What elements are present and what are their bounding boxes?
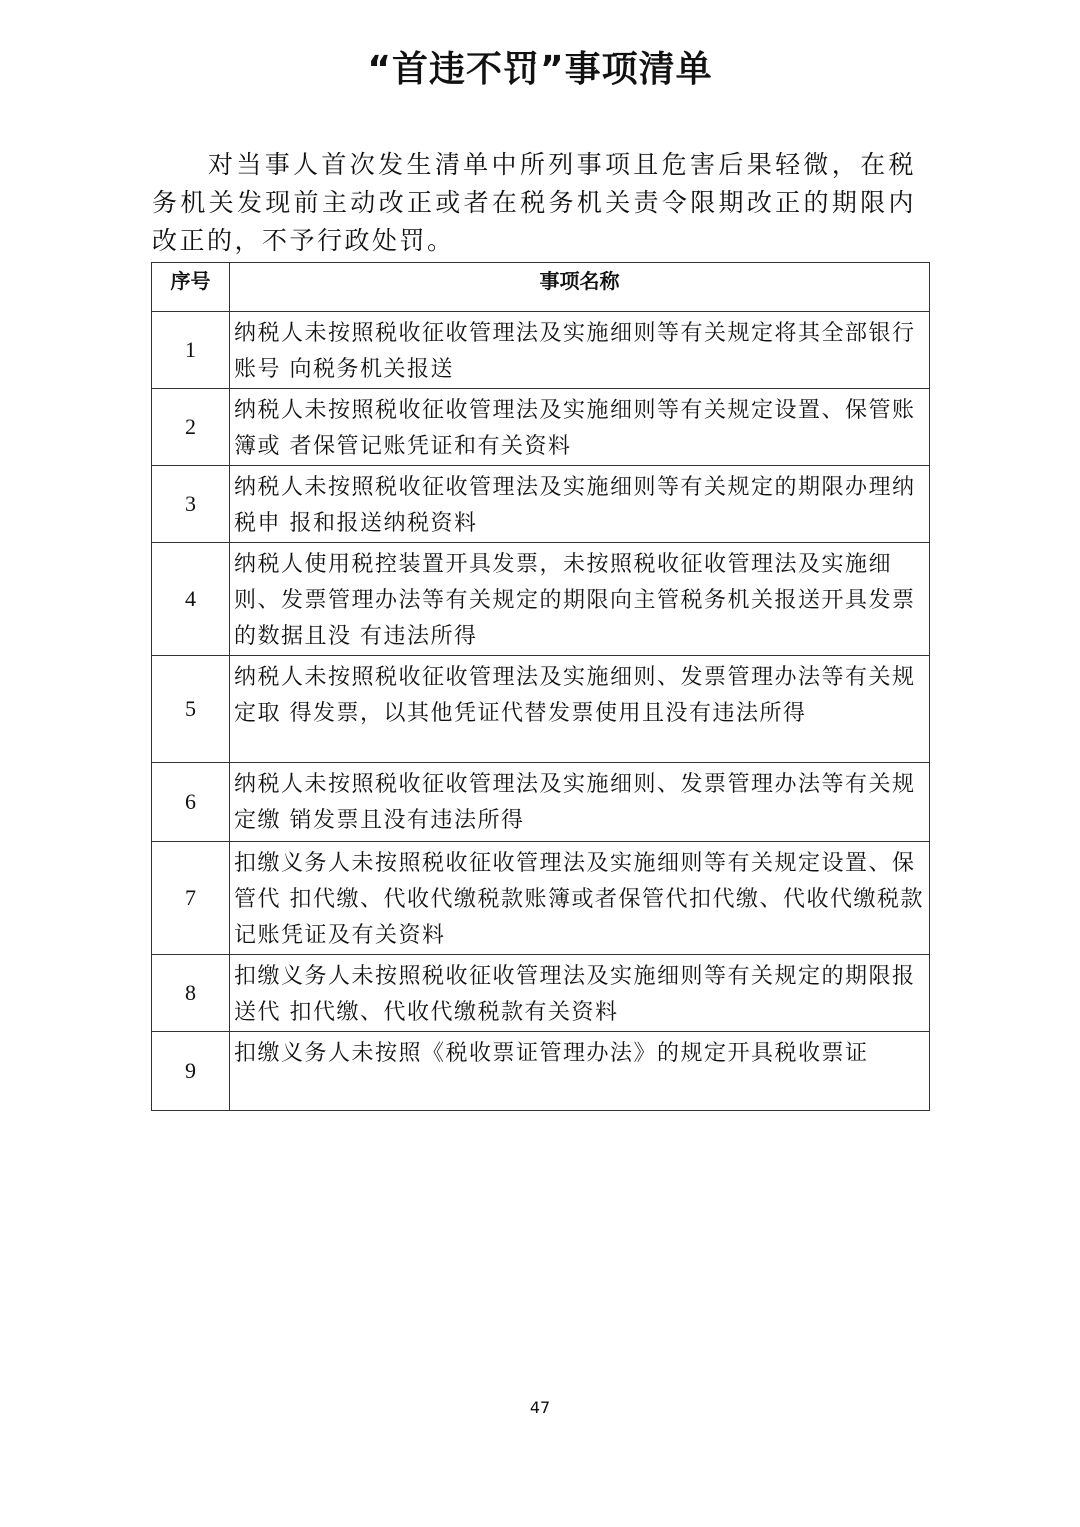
- header-no: 序号: [152, 263, 230, 312]
- table-header-row: [152, 263, 930, 312]
- items-table: [151, 262, 930, 1111]
- table-row: [152, 842, 930, 955]
- table-row: [152, 312, 930, 389]
- header-name: 事项名称: [230, 263, 930, 312]
- row-item-name: 纳税人未按照税收征收管理法及实施细则等有关规定的期限办理纳税申 报和报送纳税资料: [230, 466, 930, 543]
- table-row: [152, 1032, 930, 1111]
- row-number: 7: [152, 842, 230, 955]
- row-item-name: 纳税人未按照税收征收管理法及实施细则、发票管理办法等有关规定缴 销发票且没有违法所得: [230, 763, 930, 842]
- intro-paragraph: 对当事人首次发生清单中所列事项且危害后果轻微，在税务机关发现前主动改正或者在税务机关责令限期改正的期限内改正的，不予行政处罚。: [152, 150, 916, 255]
- row-number: 4: [152, 543, 230, 656]
- table-row: [152, 763, 930, 842]
- row-item-name: 纳税人未按照税收征收管理法及实施细则等有关规定设置、保管账簿或 者保管记账凭证和有关资料: [230, 389, 930, 466]
- row-item-name: 扣缴义务人未按照《税收票证管理办法》的规定开具税收票证: [230, 1032, 930, 1111]
- table-row: [152, 656, 930, 763]
- row-number: 3: [152, 466, 230, 543]
- row-item-name: 扣缴义务人未按照税收征收管理法及实施细则等有关规定设置、保管代 扣代缴、代收代缴税款账簿或者保管代扣代缴、代收代缴税款记账凭证及有关资料: [230, 842, 930, 955]
- row-number: 9: [152, 1032, 230, 1111]
- row-item-name: 纳税人使用税控装置开具发票，未按照税收征收管理法及实施细则、发票管理办法等有关规定的期限向主管税务机关报送开具发票的数据且没 有违法所得: [230, 543, 930, 656]
- table-row: [152, 466, 930, 543]
- row-item-name: 纳税人未按照税收征收管理法及实施细则等有关规定将其全部银行账号 向税务机关报送: [230, 312, 930, 389]
- table-row: [152, 955, 930, 1032]
- row-item-name: 扣缴义务人未按照税收征收管理法及实施细则等有关规定的期限报送代 扣代缴、代收代缴税款有关资料: [230, 955, 930, 1032]
- row-number: 1: [152, 312, 230, 389]
- page-title: “首违不罚”事项清单: [367, 49, 713, 90]
- row-number: 6: [152, 763, 230, 842]
- table-row: [152, 389, 930, 466]
- row-number: 2: [152, 389, 230, 466]
- row-number: 5: [152, 656, 230, 763]
- table-row: [152, 543, 930, 656]
- row-item-name: 纳税人未按照税收征收管理法及实施细则、发票管理办法等有关规定取 得发票，以其他凭证代替发票使用且没有违法所得: [230, 656, 930, 763]
- page-number: 47: [529, 1398, 551, 1417]
- row-number: 8: [152, 955, 230, 1032]
